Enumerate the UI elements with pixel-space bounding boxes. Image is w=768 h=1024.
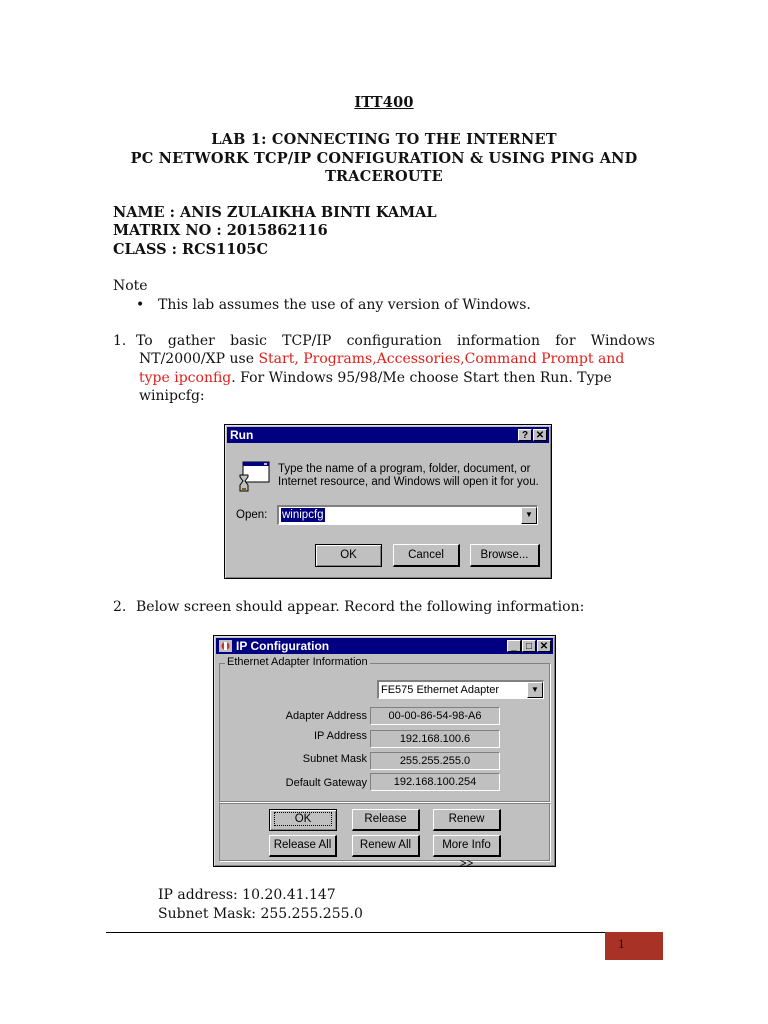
- open-input[interactable]: winipcfg: [282, 509, 324, 521]
- step1-line-3-plain: . For Windows 95/98/Me choose Start then Run. Type: [231, 370, 612, 386]
- step1-line-1: To gather basic TCP/IP configuration information for Windows: [136, 333, 655, 349]
- lab-title-line-3: TRACEROUTE: [325, 168, 443, 185]
- step1-line-3: [139, 369, 612, 387]
- run-titlebar: [227, 427, 549, 443]
- maximize-button[interactable]: □: [522, 640, 536, 652]
- step1-line-2-plain: NT/2000/XP use: [139, 351, 259, 367]
- run-title: Run: [230, 428, 254, 442]
- renew-all-button[interactable]: Renew All: [352, 835, 420, 857]
- ipconfig-titlebar: [216, 638, 553, 654]
- step1-line-3-red: type ipconfig: [139, 370, 232, 386]
- note-label: Note: [113, 278, 148, 294]
- step2-text: Below screen should appear. Record the following information:: [136, 599, 585, 615]
- adapter-select-value: FE575 Ethernet Adapter: [381, 684, 500, 696]
- answer-subnet-mask: Subnet Mask: 255.255.255.0: [158, 906, 363, 922]
- network-icon: [219, 640, 232, 652]
- ok-button[interactable]: [269, 809, 337, 831]
- adapter-address-value: 00-00-86-54-98-A6: [370, 707, 500, 725]
- step2-number: 2.: [113, 599, 127, 615]
- course-code: ITT400: [354, 94, 414, 111]
- run-dialog: [224, 424, 552, 579]
- default-gateway-label: Default Gateway: [285, 777, 367, 789]
- step1-number: 1.: [113, 333, 127, 349]
- close-button[interactable]: ✕: [537, 640, 551, 652]
- student-matrix: MATRIX NO : 2015862116: [113, 222, 328, 239]
- open-label: Open:: [236, 509, 268, 521]
- student-class: CLASS : RCS1105C: [113, 241, 269, 258]
- ip-configuration-dialog: [213, 635, 556, 870]
- run-prompt-text: Type the name of a program, folder, document, or Internet resource, and Windows will open it for you.: [278, 463, 539, 488]
- page-number-box: [605, 932, 663, 960]
- minimize-button[interactable]: _: [507, 640, 521, 652]
- bullet-icon: •: [136, 297, 145, 313]
- step1-line-2-red: Start, Programs,Accessories,Command Prompt and: [258, 351, 625, 367]
- footer-rule: [106, 932, 663, 933]
- open-combobox[interactable]: [277, 505, 538, 525]
- answer-ip-address: IP address: 10.20.41.147: [158, 887, 336, 903]
- cancel-button[interactable]: Cancel: [393, 544, 460, 567]
- ipconfig-title: IP Configuration: [236, 639, 330, 653]
- subnet-mask-label: Subnet Mask: [302, 753, 367, 765]
- step1-line-2: [139, 350, 655, 368]
- page-number: 1: [618, 938, 625, 951]
- adapter-address-label: Adapter Address: [285, 710, 367, 722]
- more-info-button[interactable]: More Info >>: [433, 835, 501, 857]
- close-button[interactable]: ✕: [533, 429, 547, 441]
- ip-address-value: 192.168.100.6: [370, 730, 500, 748]
- note-bullet-text: This lab assumes the use of any version of Windows.: [158, 297, 531, 313]
- student-name: NAME : ANIS ZULAIKHA BINTI KAMAL: [113, 204, 437, 221]
- dropdown-arrow-icon[interactable]: ▼: [521, 507, 537, 524]
- browse-button[interactable]: Browse...: [470, 544, 540, 567]
- release-all-button[interactable]: Release All: [269, 835, 337, 857]
- step1-line-4: winipcfg:: [139, 388, 205, 404]
- subnet-mask-value: 255.255.255.0: [370, 752, 500, 770]
- dropdown-arrow-icon[interactable]: ▼: [527, 682, 543, 698]
- lab-title-line-1: LAB 1: CONNECTING TO THE INTERNET: [211, 131, 557, 148]
- run-program-icon: [237, 461, 271, 493]
- lab-title-line-2: PC NETWORK TCP/IP CONFIGURATION & USING PING AND: [130, 150, 638, 167]
- groupbox-label: Ethernet Adapter Information: [227, 656, 368, 668]
- help-button[interactable]: ?: [518, 429, 532, 441]
- ip-address-label: IP Address: [314, 730, 367, 742]
- ok-button-label: OK: [274, 812, 333, 826]
- renew-button[interactable]: Renew: [433, 809, 501, 831]
- adapter-select[interactable]: [377, 680, 544, 699]
- ok-button[interactable]: OK: [315, 544, 382, 567]
- release-button[interactable]: Release: [352, 809, 420, 831]
- default-gateway-value: 192.168.100.254: [370, 773, 500, 791]
